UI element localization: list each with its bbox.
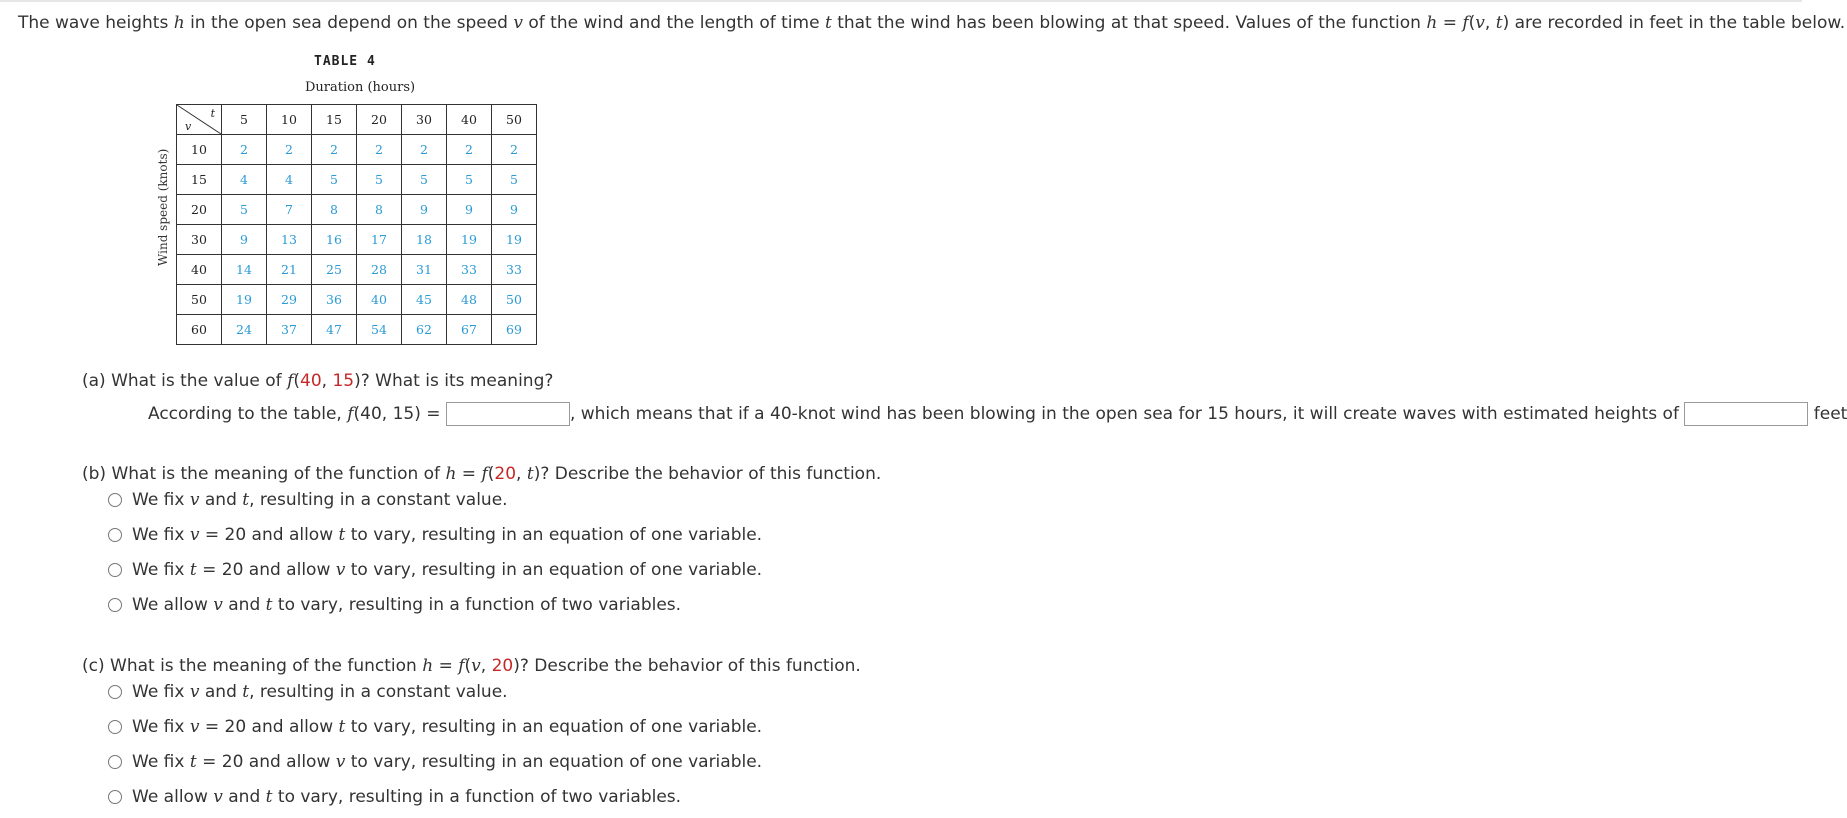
table-cell: 33 — [492, 255, 537, 285]
corner-v-label: v — [185, 120, 192, 133]
table-cell: 8 — [357, 195, 402, 225]
option-c3[interactable]: We fix t = 20 and allow v to vary, resulting in an equation of one variable. — [108, 751, 762, 773]
table-cell: 33 — [447, 255, 492, 285]
table-cell: 5 — [492, 165, 537, 195]
table-cell: 2 — [492, 135, 537, 165]
table-row — [177, 165, 537, 195]
table-cell: 21 — [267, 255, 312, 285]
option-c1[interactable]: We fix v and t, resulting in a constant value. — [108, 681, 508, 703]
radio-c1[interactable] — [108, 685, 122, 699]
table-row — [177, 135, 537, 165]
table-cell: 9 — [447, 195, 492, 225]
height-answer-input[interactable] — [1684, 402, 1808, 426]
table-cell: 40 — [357, 285, 402, 315]
table-row — [177, 315, 537, 345]
table-cell: 13 — [267, 225, 312, 255]
radio-b3[interactable] — [108, 563, 122, 577]
speed-header: 10 — [177, 135, 222, 165]
corner-t-label: t — [210, 107, 215, 120]
table-cell: 2 — [312, 135, 357, 165]
table-cell: 14 — [222, 255, 267, 285]
duration-header: 30 — [402, 105, 447, 135]
wave-height-table — [176, 104, 537, 345]
radio-b1[interactable] — [108, 493, 122, 507]
table-ylabel: Wind speed (knots) — [156, 148, 170, 266]
speed-header: 15 — [177, 165, 222, 195]
table-cell: 2 — [222, 135, 267, 165]
speed-header: 60 — [177, 315, 222, 345]
table-header-row — [177, 105, 537, 135]
option-b2[interactable]: We fix v = 20 and allow t to vary, resulting in an equation of one variable. — [108, 524, 762, 546]
speed-header: 20 — [177, 195, 222, 225]
table-cell: 19 — [447, 225, 492, 255]
table-cell: 4 — [222, 165, 267, 195]
table-cell: 29 — [267, 285, 312, 315]
table-cell: 5 — [222, 195, 267, 225]
table-cell: 4 — [267, 165, 312, 195]
table-cell: 28 — [357, 255, 402, 285]
table-cell: 5 — [402, 165, 447, 195]
option-c4[interactable]: We allow v and t to vary, resulting in a function of two variables. — [108, 786, 681, 808]
table-cell: 5 — [357, 165, 402, 195]
table-cell: 54 — [357, 315, 402, 345]
table-cell: 31 — [402, 255, 447, 285]
table-figure — [150, 52, 540, 352]
speed-header: 40 — [177, 255, 222, 285]
table-cell: 9 — [222, 225, 267, 255]
table-cell: 2 — [402, 135, 447, 165]
table-cell: 7 — [267, 195, 312, 225]
table-cell: 50 — [492, 285, 537, 315]
table-cell: 9 — [492, 195, 537, 225]
table-cell: 9 — [402, 195, 447, 225]
table-subtitle: Duration (hours) — [305, 80, 416, 95]
table-cell: 62 — [402, 315, 447, 345]
radio-b4[interactable] — [108, 598, 122, 612]
speed-header: 50 — [177, 285, 222, 315]
table-cell: 25 — [312, 255, 357, 285]
table-cell: 16 — [312, 225, 357, 255]
duration-header: 50 — [492, 105, 537, 135]
table-cell: 5 — [447, 165, 492, 195]
table-cell: 36 — [312, 285, 357, 315]
duration-header: 15 — [312, 105, 357, 135]
table-cell: 2 — [447, 135, 492, 165]
table-cell: 17 — [357, 225, 402, 255]
option-b1[interactable]: We fix v and t, resulting in a constant value. — [108, 489, 508, 511]
duration-header: 20 — [357, 105, 402, 135]
question-c: (c) What is the meaning of the function h = f(v, 20)? Describe the behavior of this function. — [82, 656, 861, 676]
table-cell: 8 — [312, 195, 357, 225]
table-cell: 19 — [492, 225, 537, 255]
value-answer-input[interactable] — [446, 402, 570, 426]
table-cell: 5 — [312, 165, 357, 195]
radio-c2[interactable] — [108, 720, 122, 734]
table-row — [177, 195, 537, 225]
question-a: (a) What is the value of f(40, 15)? What is its meaning? — [82, 371, 554, 391]
table-cell: 19 — [222, 285, 267, 315]
table-cell: 45 — [402, 285, 447, 315]
table-cell: 67 — [447, 315, 492, 345]
corner-cell — [177, 105, 222, 135]
table-cell: 2 — [357, 135, 402, 165]
table-cell: 47 — [312, 315, 357, 345]
table-title: TABLE 4 — [314, 54, 376, 69]
option-b4[interactable]: We allow v and t to vary, resulting in a function of two variables. — [108, 594, 681, 616]
radio-c3[interactable] — [108, 755, 122, 769]
duration-header: 40 — [447, 105, 492, 135]
radio-c4[interactable] — [108, 790, 122, 804]
problem-intro: The wave heights h in the open sea depend on the speed v of the wind and the length of time t that the wind has been blowing at that speed. Values of the function h = f(v, t) are recorded in feet in the table below. — [18, 13, 1846, 33]
duration-header: 5 — [222, 105, 267, 135]
answer-a-line: According to the table, f(40, 15) = , which means that if a 40-knot wind has been blowing in the open sea for 15 hours, it will create waves with estimated heights of feet — [148, 404, 1847, 424]
option-b3[interactable]: We fix t = 20 and allow v to vary, resulting in an equation of one variable. — [108, 559, 762, 581]
table-row — [177, 225, 537, 255]
duration-header: 10 — [267, 105, 312, 135]
question-b: (b) What is the meaning of the function of h = f(20, t)? Describe the behavior of this function. — [82, 464, 882, 484]
table-row — [177, 255, 537, 285]
table-cell: 37 — [267, 315, 312, 345]
table-row — [177, 285, 537, 315]
table-cell: 48 — [447, 285, 492, 315]
speed-header: 30 — [177, 225, 222, 255]
option-c2[interactable]: We fix v = 20 and allow t to vary, resulting in an equation of one variable. — [108, 716, 762, 738]
table-cell: 18 — [402, 225, 447, 255]
table-cell: 24 — [222, 315, 267, 345]
table-cell: 69 — [492, 315, 537, 345]
radio-b2[interactable] — [108, 528, 122, 542]
table-cell: 2 — [267, 135, 312, 165]
top-divider — [0, 0, 1802, 2]
